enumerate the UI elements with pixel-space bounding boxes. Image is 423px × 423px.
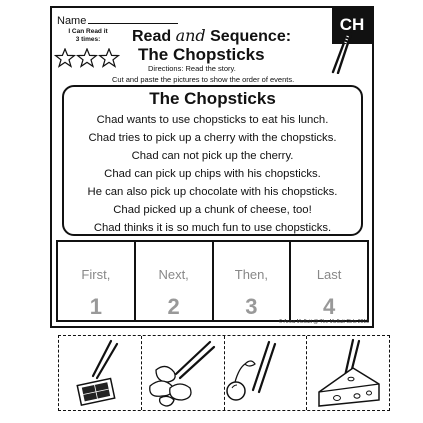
title-read: Read xyxy=(132,28,172,45)
title-and: and xyxy=(175,26,206,45)
name-label: Name xyxy=(57,15,87,27)
i-can-read-label xyxy=(57,28,119,44)
cut-picture-cheese[interactable] xyxy=(307,336,389,410)
sequence-label: Next, xyxy=(158,267,189,282)
story-line: Chad thinks it is so much fun to use chopsticks. xyxy=(93,222,332,234)
cut-paste-instructions: Cut and paste the pictures to show the order of events. xyxy=(112,75,295,84)
sequence-boxes xyxy=(56,240,369,322)
sequence-box-last[interactable] xyxy=(291,242,367,320)
sequence-label: Then, xyxy=(234,267,268,282)
story-line: Chad tries to pick up a cherry with the chopsticks. xyxy=(88,132,337,144)
story-box xyxy=(62,85,363,236)
sequence-number: 3 xyxy=(245,294,258,319)
cut-picture-chocolate[interactable] xyxy=(59,336,142,410)
story-line: He can also pick up chocolate with his chopsticks. xyxy=(87,186,338,198)
sequence-box-first[interactable] xyxy=(58,242,136,320)
title-line2: The Chopsticks xyxy=(138,45,265,64)
story-line: Chad can not pick up the cherry. xyxy=(131,150,294,162)
name-line[interactable] xyxy=(88,13,178,24)
story-text xyxy=(64,111,361,237)
chips-icon xyxy=(142,336,225,410)
chocolate-icon xyxy=(59,336,142,410)
cut-out-pictures xyxy=(58,335,390,411)
sequence-box-next[interactable] xyxy=(136,242,214,320)
i-can-read-line1: I Can Read it xyxy=(68,28,108,35)
story-line: Chad wants to use chopsticks to eat his lunch. xyxy=(96,114,329,126)
copyright: © Anna Moffatt @ The Moffatt Girls 2013 xyxy=(278,319,369,325)
title-line1 xyxy=(132,26,291,46)
story-line: Chad picked up a chunk of cheese, too! xyxy=(113,204,312,216)
star-icon[interactable] xyxy=(54,48,120,68)
sequence-number: 1 xyxy=(89,294,102,319)
directions-text: Directions: Read the story. xyxy=(148,64,236,73)
sequence-number: 2 xyxy=(167,294,180,319)
title-sequence: Sequence: xyxy=(210,28,292,45)
story-line: Chad can pick up chips with his chopsticks. xyxy=(104,168,321,180)
story-title: The Chopsticks xyxy=(149,89,276,108)
worksheet xyxy=(50,6,374,328)
cheese-icon xyxy=(307,336,390,410)
name-field[interactable] xyxy=(57,13,178,27)
reading-stars xyxy=(54,48,120,68)
cut-picture-chips[interactable] xyxy=(142,336,225,410)
sequence-number: 4 xyxy=(323,294,336,319)
sequence-label: First, xyxy=(81,267,111,282)
corner-tab: CH xyxy=(332,8,372,44)
sequence-label: Last xyxy=(316,267,342,282)
cherry-icon xyxy=(225,336,308,410)
chopsticks-icon xyxy=(330,30,352,74)
sequence-box-then[interactable] xyxy=(214,242,292,320)
cut-picture-cherry[interactable] xyxy=(225,336,308,410)
i-can-read-line2: 3 times: xyxy=(75,36,101,43)
